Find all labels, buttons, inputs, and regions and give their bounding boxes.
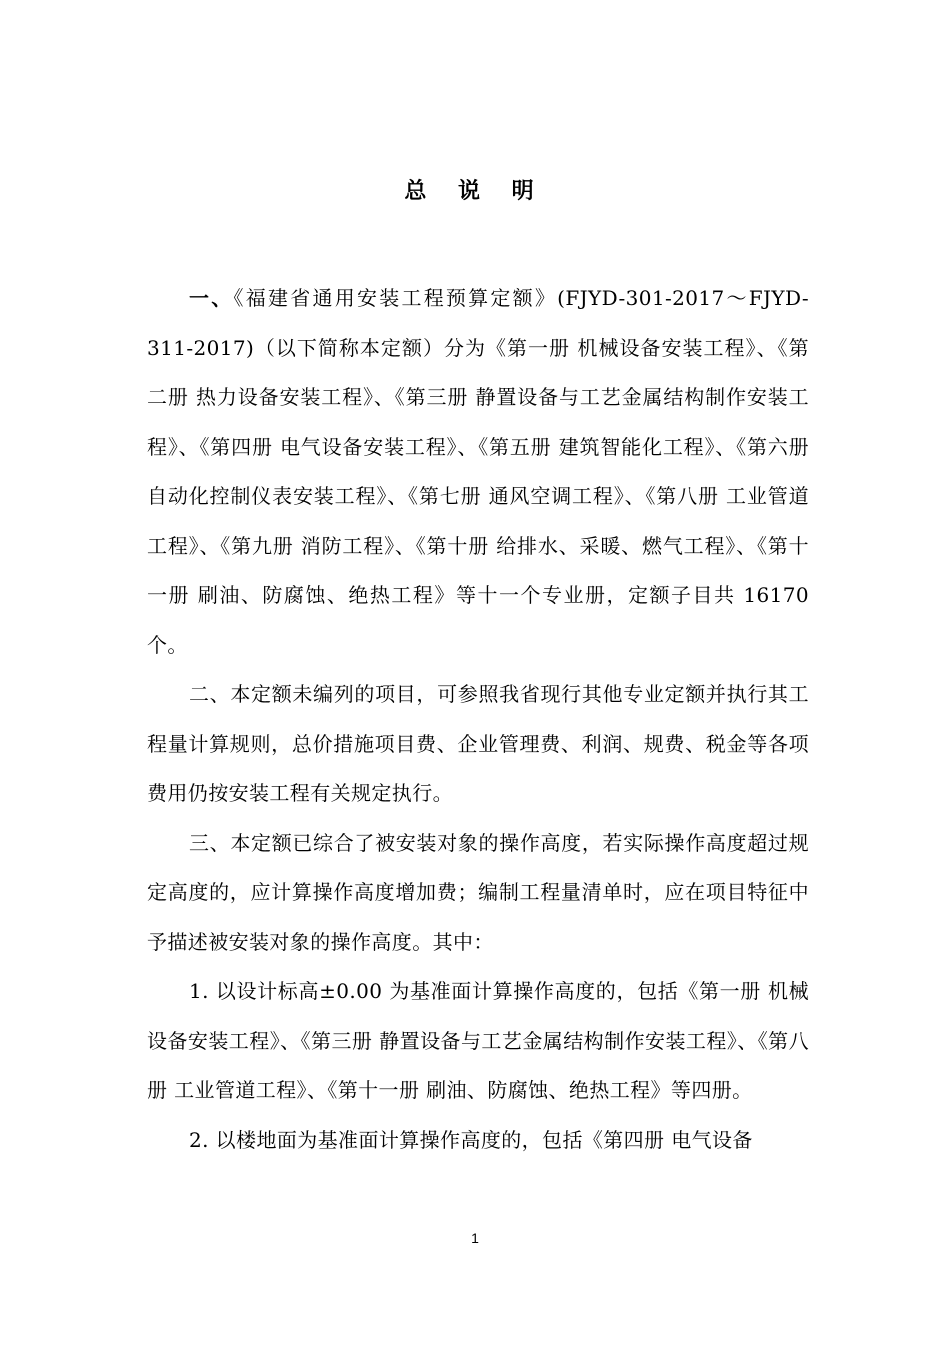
paragraph-2-text: 二、本定额未编列的项目，可参照我省现行其他专业定额并执行其工程量计算规则，总价措施项目费、企业管理费、利润、规费、税金等各项费用仍按安装工程有关规定执行。 xyxy=(147,682,809,805)
paragraph-1-text: 《福建省通用安装工程预算定额》(FJYD-301-2017～FJYD-311-2017)（以下简称本定额）分为《第一册 机械设备安装工程》、《第二册 热力设备安装工程》、《第三册 静置设备与工艺金属结构制作安装工程》、《第四册 电气设备安装工程》、《第五册 建筑智能化工程》、《第六册 自动化控制仪表安装工程》、《第七册 通风空调工程》、《第八册 工业管道工程》、《第九册 消防工程》、《第十册 给排水、采暖、燃气工程》、《第十一册 刷油、防腐蚀、绝热工程》等十一个专业册，定额子目共 16170 个。 xyxy=(147,286,809,657)
paragraph-3-text: 三、本定额已综合了被安装对象的操作高度，若实际操作高度超过规定高度的，应计算操作高度增加费；编制工程量清单时，应在项目特征中予描述被安装对象的操作高度。其中： xyxy=(147,830,809,954)
paragraph-3 xyxy=(147,819,809,968)
document-title: 总 说 明 xyxy=(404,179,546,204)
paragraph-5-text: 2. 以楼地面为基准面计算操作高度的，包括《第四册 电气设备 xyxy=(189,1127,753,1152)
document-body xyxy=(147,274,809,1165)
paragraph-4 xyxy=(147,967,809,1116)
paragraph-4-text: 1. 以设计标高±0.00 为基准面计算操作高度的，包括《第一册 机械设备安装工程》、《第三册 静置设备与工艺金属结构制作安装工程》、《第八册 工业管道工程》、《第十一册 刷油、防腐蚀、绝热工程》等四册。 xyxy=(147,979,809,1102)
paragraph-2 xyxy=(147,670,809,819)
paragraph-5 xyxy=(147,1116,809,1166)
page-number: 1 xyxy=(471,1230,479,1246)
paragraph-1 xyxy=(147,274,809,670)
paragraph-1-lead: 一、 xyxy=(189,286,234,310)
